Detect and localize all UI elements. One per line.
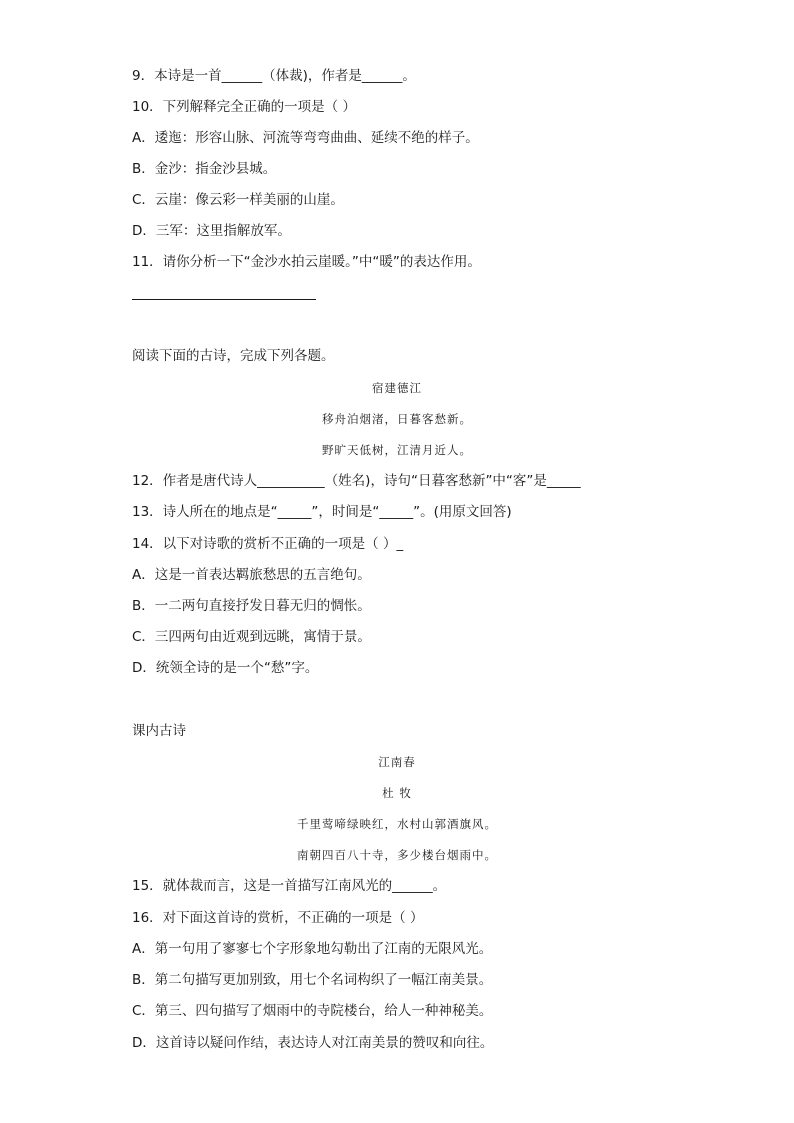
question-15: 15．就体裁而言，这是一首描写江南风光的______。 [132,878,447,894]
poem-line: 千里莺啼绿映红，水村山郭酒旗风。 [297,817,497,831]
question-14-option-d: D．统领全诗的是一个“愁”字。 [132,660,319,676]
section-intro: 阅读下面的古诗，完成下列各题。 [132,348,335,364]
question-10-option-d: D．三军：这里指解放军。 [132,223,291,239]
section-intro: 课内古诗 [132,723,186,739]
poem-line: 移舟泊烟渚，日暮客愁新。 [322,412,472,426]
question-14: 14．以下对诗歌的赏析不正确的一项是（ ）_ [132,536,404,552]
question-16-option-b: B．第二句描写更加别致，用七个名词构织了一幅江南美景。 [132,972,493,988]
question-10: 10．下列解释完全正确的一项是（ ） [132,99,356,115]
question-14-option-b: B．一二两句直接抒发日暮无归的惆怅。 [132,598,371,614]
question-16-option-a: A．第一句用了寥寥七个字形象地勾勒出了江南的无限风光。 [132,941,493,957]
question-13: 13．诗人所在的地点是“_____”，时间是“_____”。(用原文回答) [132,504,512,520]
question-16-option-d: D．这首诗以疑问作结，表达诗人对江南美景的赞叹和向往。 [132,1035,494,1051]
question-16: 16．对下面这首诗的赏析，不正确的一项是（ ） [132,910,424,926]
question-14-option-a: A．这是一首表达羁旅愁思的五言绝句。 [132,567,371,583]
poem-title: 江南春 [378,755,416,769]
poem-line: 野旷天低树，江清月近人。 [322,443,472,457]
question-9: 9．本诗是一首______（体裁)，作者是______。 [132,68,416,84]
answer-line [132,299,316,300]
question-16-option-c: C．第三、四句描写了烟雨中的寺院楼台，给人一种神秘美。 [132,1003,493,1019]
poem-line: 南朝四百八十寺，多少楼台烟雨中。 [297,848,497,862]
question-10-option-b: B．金沙：指金沙县城。 [132,161,277,177]
question-14-option-c: C．三四两句由近观到远眺，寓情于景。 [132,629,371,645]
question-11: 11．请你分析一下“金沙水拍云崖暖。”中“暖”的表达作用。 [132,254,481,270]
poem-title: 宿建德江 [372,381,422,395]
question-10-option-c: C．云崖：像云彩一样美丽的山崖。 [132,192,344,208]
poem-author: 杜 牧 [382,786,412,800]
question-10-option-a: A．逶迤：形容山脉、河流等弯弯曲曲、延续不绝的样子。 [132,130,479,146]
question-12: 12．作者是唐代诗人__________（姓名)，诗句“日暮客愁新”中“客”是_____ [132,473,581,489]
